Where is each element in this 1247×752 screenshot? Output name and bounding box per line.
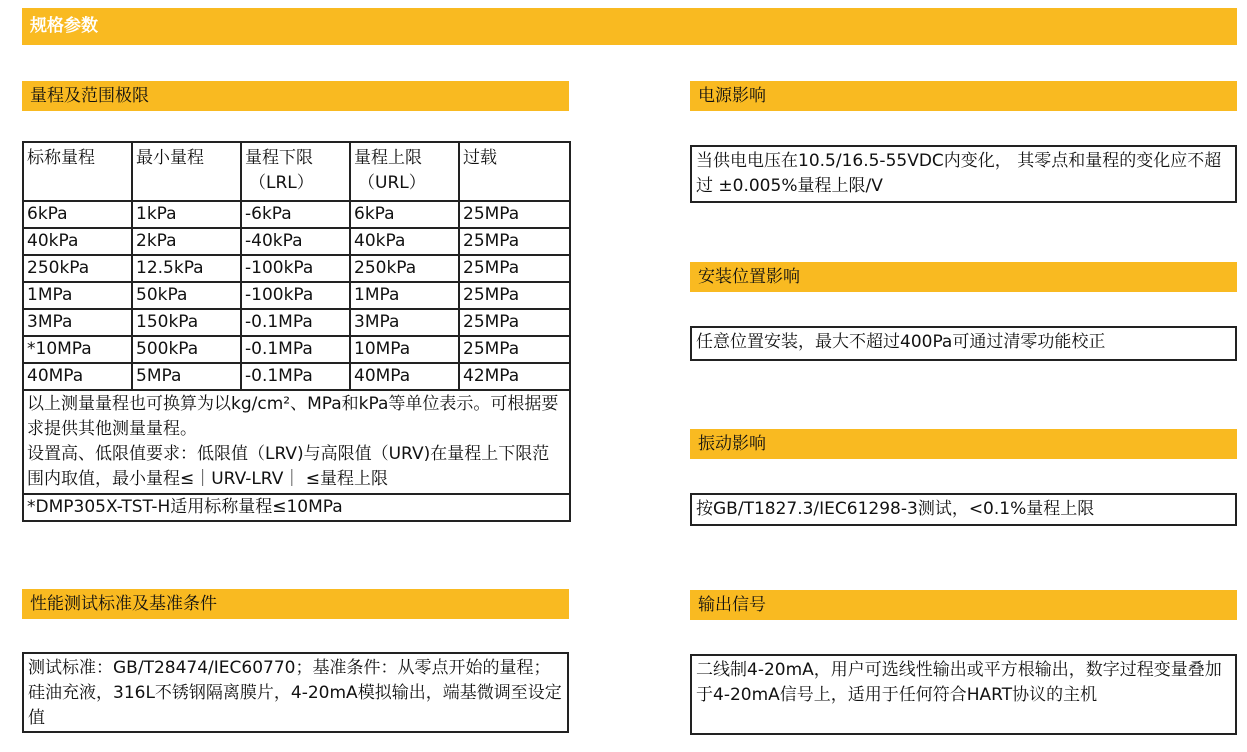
performance-text: 测试标准：GB/T28474/IEC60770；基准条件：从零点开始的量程；硅油充液，316L不锈钢隔离膜片，4-20mA模拟输出，端基微调至设定值 <box>22 652 569 733</box>
table-cell: 25MPa <box>459 201 570 228</box>
table-cell: 42MPa <box>459 363 570 390</box>
table-cell: 40MPa <box>23 363 132 390</box>
table-header-row <box>23 142 570 201</box>
power-text: 当供电电压在10.5/16.5-55VDC内变化， 其零点和量程的变化应不超过 ±0.005%量程上限/V <box>690 145 1237 203</box>
vibration-text: 按GB/T1827.3/IEC61298-3测试，<0.1%量程上限 <box>690 493 1237 526</box>
section-title-range: 量程及范围极限 <box>22 81 569 111</box>
table-cell: 40kPa <box>23 228 132 255</box>
table-cell: 6kPa <box>23 201 132 228</box>
range-footnote: *DMP305X-TST-H适用标称量程≤10MPa <box>23 494 570 521</box>
table-cell: 1MPa <box>23 282 132 309</box>
table-row <box>23 228 570 255</box>
table-cell: 3MPa <box>350 309 459 336</box>
table-cell: -6kPa <box>241 201 350 228</box>
table-cell: 25MPa <box>459 336 570 363</box>
table-cell: 500kPa <box>132 336 241 363</box>
table-cell: 25MPa <box>459 309 570 336</box>
table-cell: 250kPa <box>23 255 132 282</box>
table-cell: 150kPa <box>132 309 241 336</box>
table-cell: 250kPa <box>350 255 459 282</box>
table-cell: 40MPa <box>350 363 459 390</box>
table-cell: 1MPa <box>350 282 459 309</box>
column-header: 标称量程 <box>23 142 132 201</box>
table-cell: -0.1MPa <box>241 363 350 390</box>
table-cell: 10MPa <box>350 336 459 363</box>
section-title-power: 电源影响 <box>690 81 1237 111</box>
table-cell: 25MPa <box>459 228 570 255</box>
table-cell: 1kPa <box>132 201 241 228</box>
table-cell: 25MPa <box>459 255 570 282</box>
table-row <box>23 309 570 336</box>
table-cell: 50kPa <box>132 282 241 309</box>
section-title-output: 输出信号 <box>690 590 1237 620</box>
section-title-performance: 性能测试标准及基准条件 <box>22 589 569 619</box>
table-cell: -100kPa <box>241 282 350 309</box>
table-cell: 12.5kPa <box>132 255 241 282</box>
table-cell: *10MPa <box>23 336 132 363</box>
table-cell: -100kPa <box>241 255 350 282</box>
table-row <box>23 201 570 228</box>
range-note-limits: 设置高、低限值要求：低限值（LRV)与高限值（URV)在量程上下限范围内取值，最小量程≤｜URV-LRV｜ ≤量程上限 <box>27 444 550 489</box>
table-cell: 3MPa <box>23 309 132 336</box>
table-cell: 40kPa <box>350 228 459 255</box>
range-note-units: 以上测量量程也可换算为以kg/cm²、MPa和kPa等单位表示。可根据要求提供其他测量量程。 <box>27 394 559 439</box>
section-title-position: 安装位置影响 <box>690 262 1237 292</box>
table-cell: 2kPa <box>132 228 241 255</box>
column-header: 量程下限 （LRL） <box>241 142 350 201</box>
column-header: 量程上限 （URL） <box>350 142 459 201</box>
table-row <box>23 282 570 309</box>
range-table <box>22 141 571 522</box>
column-header: 过载 <box>459 142 570 201</box>
table-cell: 5MPa <box>132 363 241 390</box>
position-text: 任意位置安装，最大不超过400Pa可通过清零功能校正 <box>690 326 1237 361</box>
table-notes-row <box>23 390 570 494</box>
table-cell: 25MPa <box>459 282 570 309</box>
table-row <box>23 336 570 363</box>
table-row <box>23 255 570 282</box>
table-cell: -40kPa <box>241 228 350 255</box>
table-cell: 6kPa <box>350 201 459 228</box>
table-footnote-row <box>23 494 570 521</box>
table-cell: -0.1MPa <box>241 309 350 336</box>
table-cell: -0.1MPa <box>241 336 350 363</box>
column-header: 最小量程 <box>132 142 241 201</box>
page-header: 规格参数 <box>22 8 1237 45</box>
output-text: 二线制4-20mA，用户可选线性输出或平方根输出，数字过程变量叠加于4-20mA信号上，适用于任何符合HART协议的主机 <box>690 654 1237 735</box>
section-title-vibration: 振动影响 <box>690 429 1237 459</box>
table-row <box>23 363 570 390</box>
